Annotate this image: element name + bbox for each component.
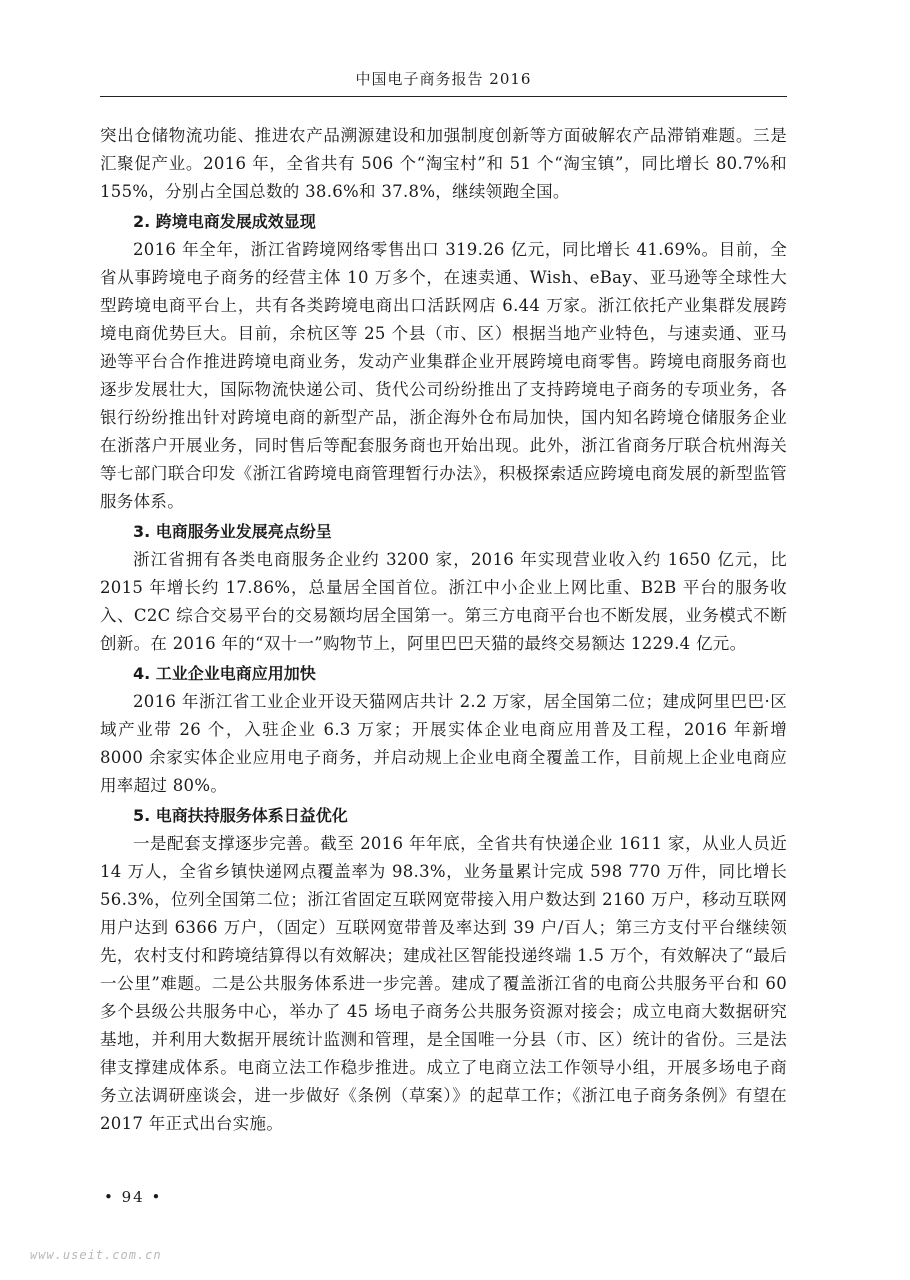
section-paragraph-cross-border: 2016 年全年，浙江省跨境网络零售出口 319.26 亿元，同比增长 41.69%。目前，全省从事跨境电子商务的经营主体 10 万多个，在速卖通、Wish、eBay、亚马逊等全球性大型跨境电商平台上，共有各类跨境电商出口活跃网店 6.44 万家。浙江依托产业集群发展跨境电商优势巨大。目前，余杭区等 25 个县（市、区）根据当地产业特色，与速卖通、亚马逊等平台合作推进跨境电商业务，发动产业集群企业开展跨境电商零售。跨境电商服务商也逐步发展壮大，国际物流快递公司、货代公司纷纷推出了支持跨境电子商务的专项业务，各银行纷纷推出针对跨境电商的新型产品，浙企海外仓布局加快，国内知名跨境仓储服务企业在浙落户开展业务，同时售后等配套服务商也开始出现。此外，浙江省商务厅联合杭州海关等七部门联合印发《浙江省跨境电商管理暂行办法》，积极探索适应跨境电商发展的新型监管服务体系。 xyxy=(100,240,787,511)
section-heading-support-system: 5. 电商扶持服务体系日益优化 xyxy=(133,806,348,825)
page-body xyxy=(100,122,787,1138)
header-title: 中国电子商务报告 2016 xyxy=(355,70,532,88)
site-watermark: www.useit.com.cn xyxy=(30,1248,162,1262)
section-paragraph-support-system: 一是配套支撑逐步完善。截至 2016 年年底，全省共有快递企业 1611 家，从业人员近 14 万人，全省乡镇快递网点覆盖率为 98.3%，业务量累计完成 598 770 万件，同比增长 56.3%，位列全国第二位；浙江省固定互联网宽带接入用户数达到 2160 万户，移动互联网用户达到 6366 万户，（固定）互联网宽带普及率达到 39 户/百人；第三方支付平台继续领先，农村支付和跨境结算得以有效解决；建成社区智能投递终端 1.5 万个，有效解决了“最后一公里”难题。二是公共服务体系进一步完善。建成了覆盖浙江省的电商公共服务平台和 60 多个县级公共服务中心，举办了 45 场电子商务公共服务资源对接会；成立电商大数据研究基地，并利用大数据开展统计监测和管理，是全国唯一分县（市、区）统计的省份。三是法律支撑建成体系。电商立法工作稳步推进。成立了电商立法工作领导小组，开展多场电子商务立法调研座谈会，进一步做好《条例（草案）》的起草工作；《浙江电子商务条例》有望在 2017 年正式出台实施。 xyxy=(100,834,787,1133)
section-heading-cross-border: 2. 跨境电商发展成效显现 xyxy=(133,212,316,231)
intro-paragraph: 突出仓储物流功能、推进农产品溯源建设和加强制度创新等方面破解农产品滞销难题。三是汇聚促产业。2016 年，全省共有 506 个“淘宝村”和 51 个“淘宝镇”，同比增长 80.7%和 155%，分别占全国总数的 38.6%和 37.8%，继续领跑全国。 xyxy=(100,126,787,201)
running-header xyxy=(100,62,787,97)
page-number: • 94 • xyxy=(104,1188,163,1206)
section-paragraph-industrial-enterprises: 2016 年浙江省工业企业开设天猫网店共计 2.2 万家，居全国第二位；建成阿里巴巴·区域产业带 26 个，入驻企业 6.3 万家；开展实体企业电商应用普及工程，2016 年新增 8000 余家实体企业应用电子商务，并启动规上企业电商全覆盖工作，目前规上企业电商应用率超过 80%。 xyxy=(100,692,787,795)
section-heading-service-industry: 3. 电商服务业发展亮点纷呈 xyxy=(133,522,332,541)
section-paragraph-service-industry: 浙江省拥有各类电商服务企业约 3200 家，2016 年实现营业收入约 1650 亿元，比 2015 年增长约 17.86%，总量居全国首位。浙江中小企业上网比重、B2B 平台的服务收入、C2C 综合交易平台的交易额均居全国第一。第三方电商平台也不断发展，业务模式不断创新。在 2016 年的“双十一”购物节上，阿里巴巴天猫的最终交易额达 1229.4 亿元。 xyxy=(100,550,787,653)
section-heading-industrial-enterprises: 4. 工业企业电商应用加快 xyxy=(133,664,316,683)
